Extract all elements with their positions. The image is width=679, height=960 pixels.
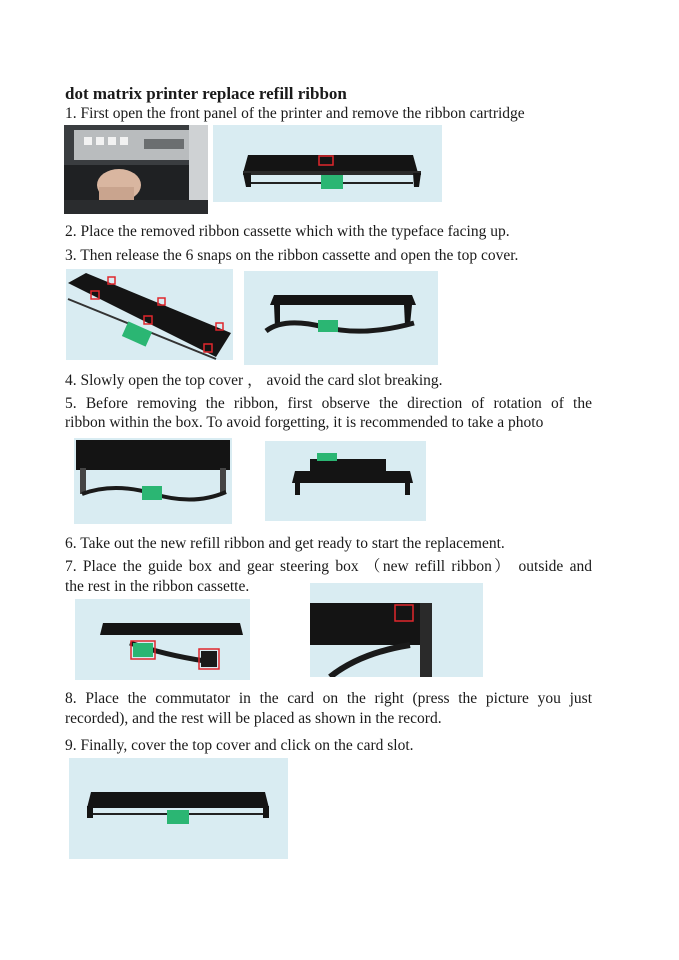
cassette-snaps-photo xyxy=(66,269,233,360)
step-4-text: 4. Slowly open the top cover ， avoid the card slot breaking. xyxy=(65,372,443,389)
step-8-line-2: recorded), and the rest will be placed as shown in the record. xyxy=(65,710,442,727)
step-1-text: 1. First open the front panel of the printer and remove the ribbon cartridge xyxy=(65,105,525,122)
step-3-text: 3. Then release the 6 snaps on the ribbon cassette and open the top cover. xyxy=(65,247,519,264)
cassette-refill-photo xyxy=(310,583,483,677)
printer-open-photo xyxy=(64,125,208,214)
step-5-line-1: 5. Before removing the ribbon, first observe the direction of rotation of the xyxy=(65,395,592,412)
finished-cassette-photo xyxy=(69,758,288,859)
step-9-text: 9. Finally, cover the top cover and click on the card slot. xyxy=(65,737,414,754)
ribbon-cassette-photo xyxy=(213,125,442,202)
step-5-line-2: ribbon within the box. To avoid forgetting, it is recommended to take a photo xyxy=(65,414,544,431)
step-2-text: 2. Place the removed ribbon cassette which with the typeface facing up. xyxy=(65,223,510,240)
step-7-line-2: the rest in the ribbon cassette. xyxy=(65,578,250,595)
page-title: dot matrix printer replace refill ribbon xyxy=(65,84,347,103)
step-8-line-1: 8. Place the commutator in the card on the right (press the picture you just xyxy=(65,690,592,707)
step-6-text: 6. Take out the new refill ribbon and get ready to start the replacement. xyxy=(65,535,505,552)
open-cassette-photo xyxy=(244,271,438,365)
ribbon-direction-photo xyxy=(74,438,232,524)
guide-box-photo xyxy=(75,599,250,680)
cassette-top-photo xyxy=(265,441,426,521)
step-7-line-1: 7. Place the guide box and gear steering box （new refill ribbon） outside and xyxy=(65,558,592,575)
